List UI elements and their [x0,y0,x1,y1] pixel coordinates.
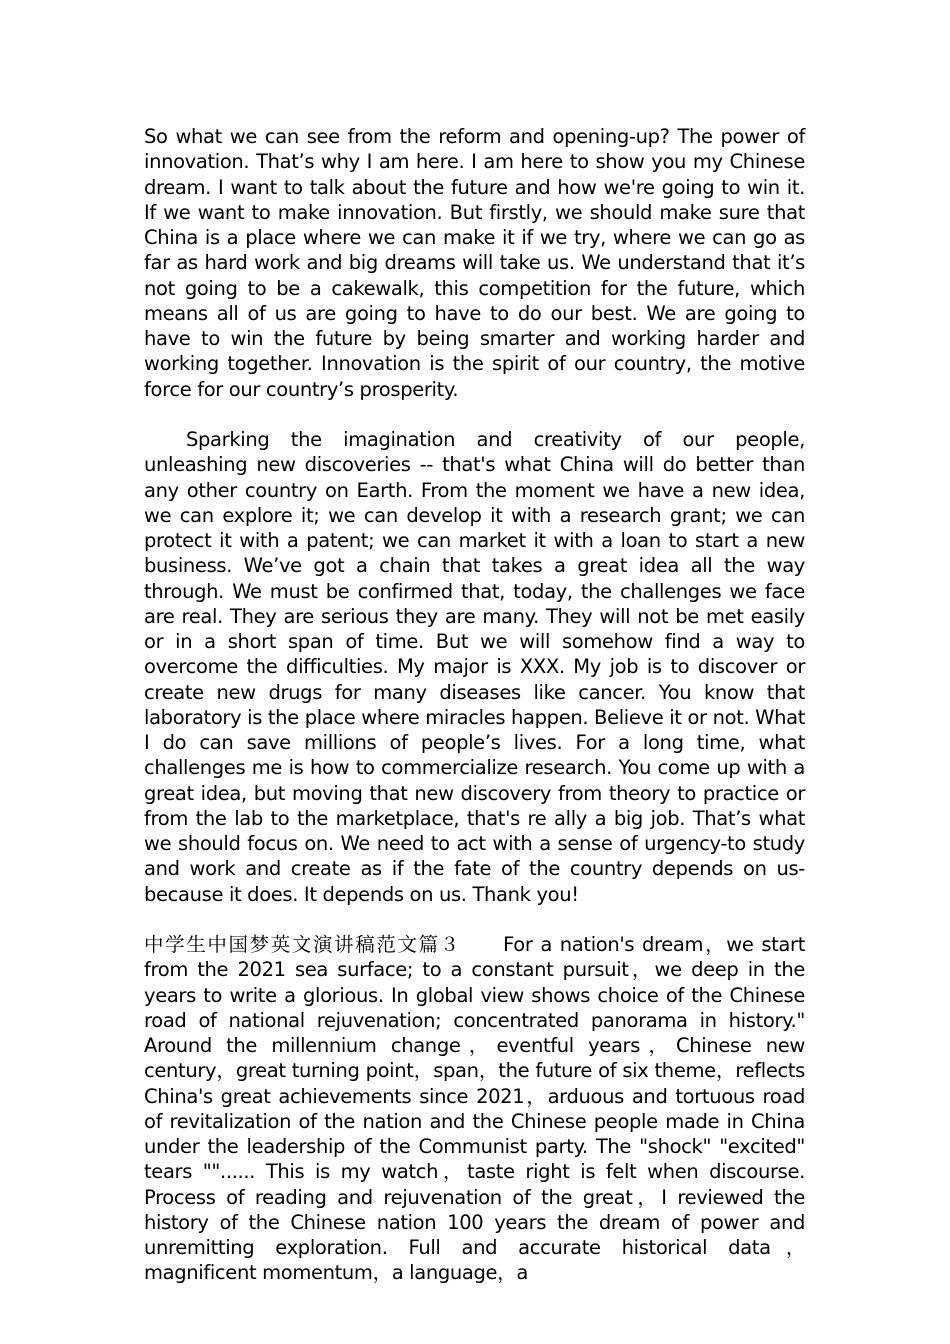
document-body [144,124,805,1286]
paragraph-speech-3: 中学生中国梦英文演讲稿范文篇３ For a nation's dream，we start from the 2021 sea surface; to a constant pursuit，we deep in the years to write a glorious. In global view shows choice of the Chinese road of national rejuvenation; concentrated panorama in history." Around the millennium change，eventful years，Chinese new century，great turning point，span，the future of six theme，reflects China's great achievements since 2021，arduous and tortuous road of revitalization of the nation and the Chinese people made in China under the leadership of the Communist party. The "shock" "excited" tears ""...... This is my watch，taste right is felt when discourse. Process of reading and rejuvenation of the great，I reviewed the history of the Chinese nation 100 years the dream of power and unremitting exploration. Full and accurate historical data，magnificent momentum，a language，a [144,933,805,1285]
paragraph-innovation: So what we can see from the reform and opening-up? The power of innovation. That’s why I am here. I am here to show you my Chinese dream. I want to talk about the future and how we're going to win it. If we want to make innovation. But firstly, we should make sure that China is a place where we can make it if we try, where we can go as far as hard work and big dreams will take us. We understand that it’s not going to be a cakewalk, this competition for the future, which means all of us are going to have to do our best. We are going to have to win the future by being smarter and working harder and working together. Innovation is the spirit of our country, the motive force for our country’s prosperity. [144,125,805,401]
paragraph-discoveries: Sparking the imagination and creativity of our people, unleashing new discoveries -- that's what China will do better than any other country on Earth. From the moment we have a new idea, we can explore it; we can develop it with a research grant; we can protect it with a patent; we can market it with a loan to start a new business. We’ve got a chain that takes a great idea all the way through. We must be confirmed that, today, the challenges we face are real. They are serious they are many. They will not be met easily or in a short span of time. But we will somehow find a way to overcome the difficulties. My major is XXX. My job is to discover or create new drugs for many diseases like cancer. You know that laboratory is the place where miracles happen. Believe it or not. What I do can save millions of people’s lives. For a long time, what challenges me is how to commercialize research. You come up with a great idea, but moving that new discovery from theory to practice or from the lab to the marketplace, that's re ally a big job. That’s what we should focus on. We need to act with a sense of urgency-to study and work and create as if the fate of the country depends on us-because it does. It depends on us. Thank you! [144,428,805,906]
